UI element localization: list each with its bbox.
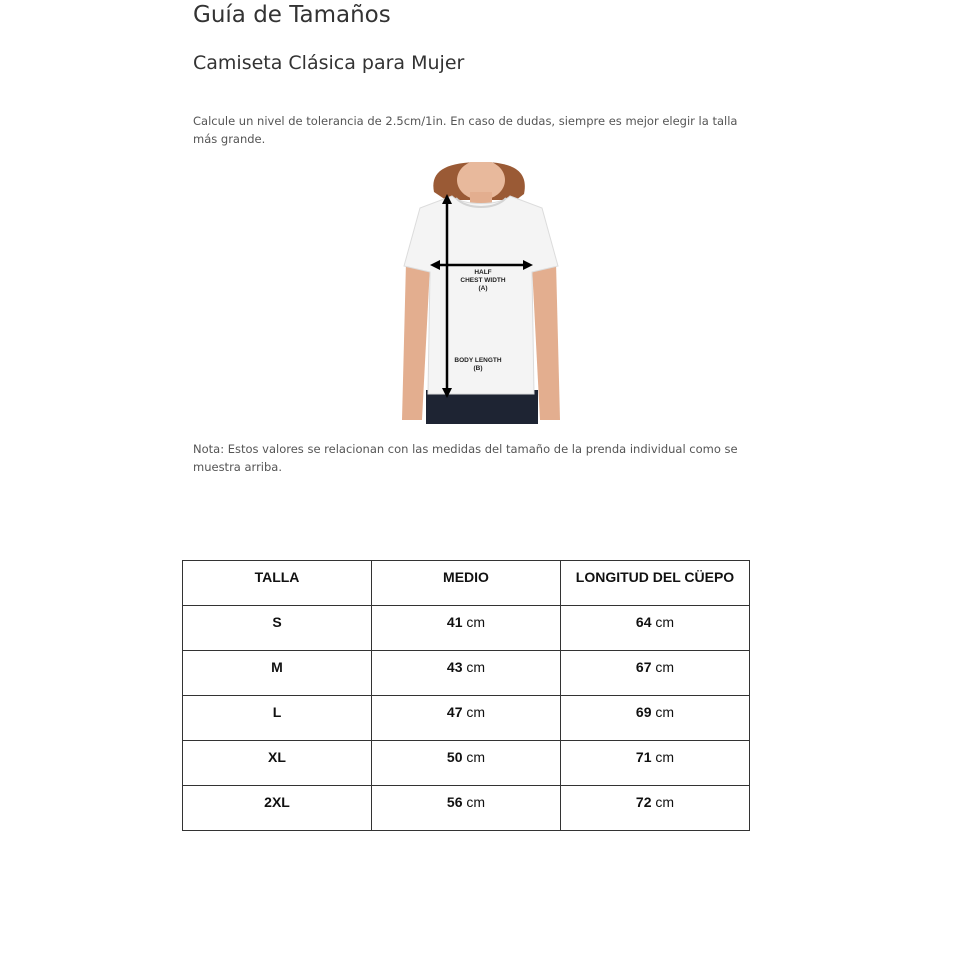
header-size: TALLA xyxy=(183,561,372,606)
unit-label: cm xyxy=(655,794,675,810)
length-cell xyxy=(561,741,750,786)
unit-label: cm xyxy=(655,704,675,720)
tolerance-note: Calcule un nivel de tolerancia de 2.5cm/1in. En caso de dudas, siempre es mejor elegir la talla más grande. xyxy=(193,114,738,146)
unit-label: cm xyxy=(655,659,675,675)
chest-value: 41 xyxy=(446,614,463,630)
header-length: LONGITUD DEL CÜEPO xyxy=(561,561,750,606)
product-subtitle: Camiseta Clásica para Mujer xyxy=(193,52,465,74)
length-label-line2: (B) xyxy=(473,365,483,372)
length-value: 64 xyxy=(635,614,652,630)
size-table xyxy=(182,560,750,831)
size-cell: L xyxy=(183,696,372,741)
chest-cell xyxy=(372,786,561,831)
left-arm xyxy=(402,262,430,420)
unit-label: cm xyxy=(466,659,486,675)
length-cell xyxy=(561,786,750,831)
table-row xyxy=(183,786,750,831)
header-chest: MEDIO xyxy=(372,561,561,606)
size-cell: 2XL xyxy=(183,786,372,831)
size-cell: S xyxy=(183,606,372,651)
table-row xyxy=(183,696,750,741)
measurement-note: Nota: Estos valores se relacionan con las medidas del tamaño de la prenda individual como se muestra arriba. xyxy=(193,442,738,474)
length-cell xyxy=(561,696,750,741)
table-row xyxy=(183,741,750,786)
unit-label: cm xyxy=(655,614,675,630)
chest-cell xyxy=(372,606,561,651)
chest-value: 47 xyxy=(446,704,463,720)
length-cell xyxy=(561,651,750,696)
tshirt-diagram xyxy=(400,162,562,424)
length-value: 67 xyxy=(635,659,652,675)
table-header-row xyxy=(183,561,750,606)
page-title: Guía de Tamaños xyxy=(193,2,391,28)
table-row xyxy=(183,606,750,651)
chest-cell xyxy=(372,651,561,696)
table-row xyxy=(183,651,750,696)
length-cell xyxy=(561,606,750,651)
chest-cell xyxy=(372,741,561,786)
chest-value: 50 xyxy=(446,749,463,765)
chest-value: 56 xyxy=(446,794,463,810)
unit-label: cm xyxy=(466,614,486,630)
chest-label-line1: HALF xyxy=(474,269,492,276)
unit-label: cm xyxy=(466,704,486,720)
unit-label: cm xyxy=(466,749,486,765)
length-label-line1: BODY LENGTH xyxy=(454,357,502,364)
length-value: 71 xyxy=(635,749,652,765)
length-value: 69 xyxy=(635,704,652,720)
unit-label: cm xyxy=(466,794,486,810)
unit-label: cm xyxy=(655,749,675,765)
chest-cell xyxy=(372,696,561,741)
tshirt-measurement-figure xyxy=(400,162,562,424)
size-cell: XL xyxy=(183,741,372,786)
length-value: 72 xyxy=(635,794,652,810)
jeans-shape xyxy=(426,390,538,424)
chest-value: 43 xyxy=(446,659,463,675)
size-cell: M xyxy=(183,651,372,696)
chest-label-line2: CHEST WIDTH xyxy=(460,277,506,284)
chest-label-line3: (A) xyxy=(478,285,488,292)
